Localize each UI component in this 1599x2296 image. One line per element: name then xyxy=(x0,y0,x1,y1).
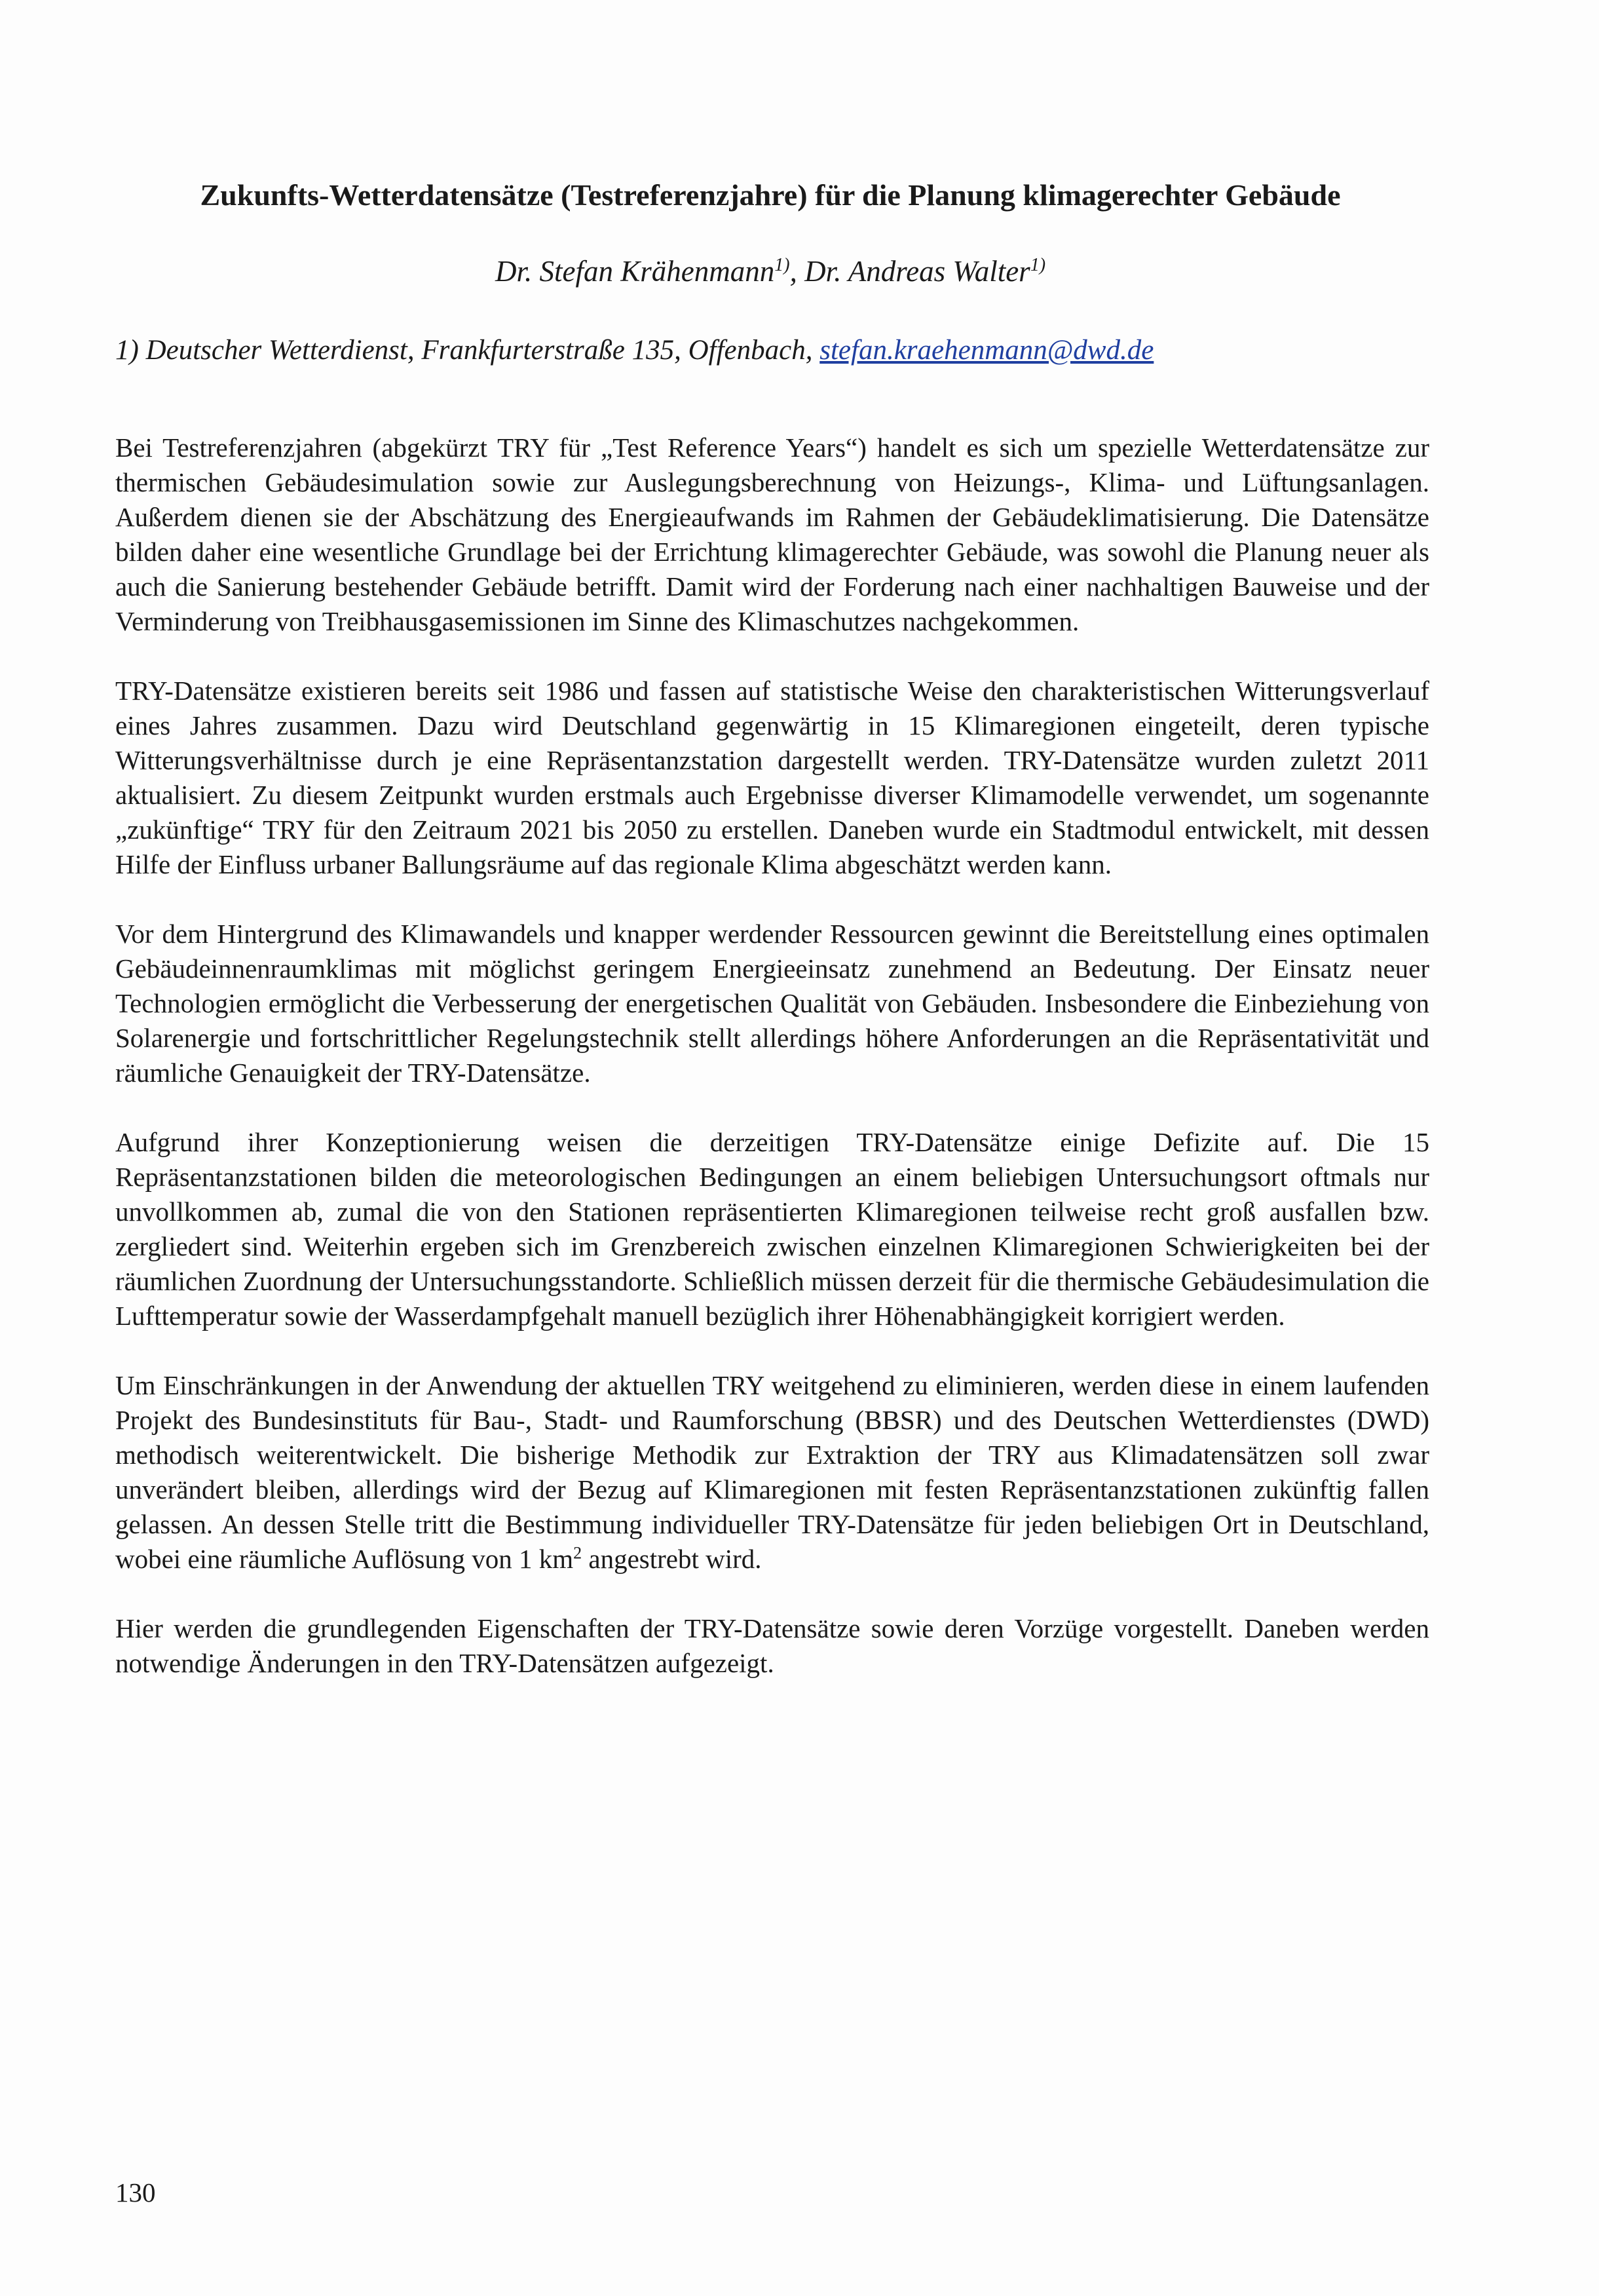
affiliation-line xyxy=(115,332,1425,369)
author-line xyxy=(115,253,1425,290)
author-separator: , xyxy=(789,255,805,288)
paragraph-1: Bei Testreferenzjahren (abgekürzt TRY für „Test Reference Years“) handelt es sich um spezielle Wetterdatensätze zur thermischen Gebäudesimulation sowie zur Auslegungsberechnung von Heizungs-, Klima- und Lüftungsanlagen. Außerdem dienen sie der Abschätzung des Energieaufwands im Rahmen der Gebäudeklimatisierung. Die Datensätze bilden daher eine wesentliche Grundlage bei der Errichtung klimagerechter Gebäude, was sowohl die Planung neuer als auch die Sanierung bestehender Gebäude betrifft. Damit wird der Forderung nach einer nachhaltigen Bauweise und der Verminderung von Treibhausgasemissionen im Sinne des Klimaschutzes nachgekommen. xyxy=(115,432,1429,636)
author-2-name: Dr. Andreas Walter xyxy=(804,255,1030,288)
affiliation-text: 1) Deutscher Wetterdienst, Frankfurterstraße 135, Offenbach, xyxy=(115,335,820,366)
page-number: 130 xyxy=(115,2177,156,2208)
paragraph-5-superscript: 2 xyxy=(573,1543,582,1563)
document-title: Zukunfts-Wetterdatensätze (Testreferenzjahre) für die Planung klimagerechter Gebäude xyxy=(200,178,1341,212)
paragraph-2: TRY-Datensätze existieren bereits seit 1986 und fassen auf statistische Weise den charakteristischen Witterungsverlauf eines Jahres zusammen. Dazu wird Deutschland gegenwärtig in 15 Klimaregionen eingeteilt, deren typische Witterungsverhältnisse durch je eine Repräsentanzstation dargestellt werden. TRY-Datensätze wurden zuletzt 2011 aktualisiert. Zu diesem Zeitpunkt wurden erstmals auch Ergebnisse diverser Klimamodelle verwendet, um sogenannte „zukünftige“ TRY für den Zeitraum 2021 bis 2050 zu erstellen. Daneben wurde ein Stadtmodul entwickelt, mit dessen Hilfe der Einfluss urbaner Ballungsräume auf das regionale Klima abgeschätzt werden kann. xyxy=(115,676,1429,879)
paragraph-6: Hier werden die grundlegenden Eigenschaften der TRY-Datensätze sowie deren Vorzüge vorgestellt. Daneben werden notwendige Änderungen in den TRY-Datensätzen aufgezeigt. xyxy=(115,1613,1429,1678)
paragraph-5-end: angestrebt wird. xyxy=(582,1544,762,1574)
author-2-affiliation-mark: 1) xyxy=(1030,255,1046,275)
paragraph-3: Vor dem Hintergrund des Klimawandels und knapper werdender Ressourcen gewinnt die Bereitstellung eines optimalen Gebäudeinnenraumklimas mit möglichst geringem Energieeinsatz zunehmend an Bedeutung. Der Einsatz neuer Technologien ermöglicht die Verbesserung der energetischen Qualität von Gebäuden. Insbesondere die Einbeziehung von Solarenergie und fortschrittlicher Regelungstechnik stellt allerdings höhere Anforderungen an die Repräsentativität und räumliche Genauigkeit der TRY-Datensätze. xyxy=(115,919,1429,1088)
email-link[interactable]: stefan.kraehenmann@dwd.de xyxy=(819,335,1154,366)
paragraph-5 xyxy=(115,1368,1429,1577)
author-1-name: Dr. Stefan Krähenmann xyxy=(495,255,775,288)
paragraph-4: Aufgrund ihrer Konzeptionierung weisen die derzeitigen TRY-Datensätze einige Defizite auf. Die 15 Repräsentanzstationen bilden die meteorologischen Bedingungen an einem beliebigen Untersuchungsort oftmals nur unvollkommen ab, zumal die von den Stationen repräsentierten Klimaregionen teilweise recht groß ausfallen bzw. zergliedert sind. Weiterhin ergeben sich im Grenzbereich zwischen einzelnen Klimaregionen Schwierigkeiten bei der räumlichen Zuordnung der Untersuchungsstandorte. Schließlich müssen derzeit für die thermische Gebäudesimulation die Lufttemperatur sowie der Wasserdampfgehalt manuell bezüglich ihrer Höhenabhängigkeit korrigiert werden. xyxy=(115,1127,1429,1331)
body-text xyxy=(115,430,1429,1715)
paragraph-5-text: Um Einschränkungen in der Anwendung der aktuellen TRY weitgehend zu eliminieren, werden diese in einem laufenden Projekt des Bundesinstituts für Bau-, Stadt- und Raumforschung (BBSR) und des Deutschen Wetterdienstes (DWD) methodisch weiterentwickelt. Die bisherige Methodik zur Extraktion der TRY aus Klimadatensätzen soll zwar unverändert bleiben, allerdings wird der Bezug auf Klimaregionen mit festen Repräsentanzstationen zukünftig fallen gelassen. An dessen Stelle tritt die Bestimmung individueller TRY-Datensätze für jeden beliebigen Ort in Deutschland, wobei eine räumliche Auflösung von 1 km xyxy=(115,1370,1429,1574)
author-1-affiliation-mark: 1) xyxy=(774,255,790,275)
